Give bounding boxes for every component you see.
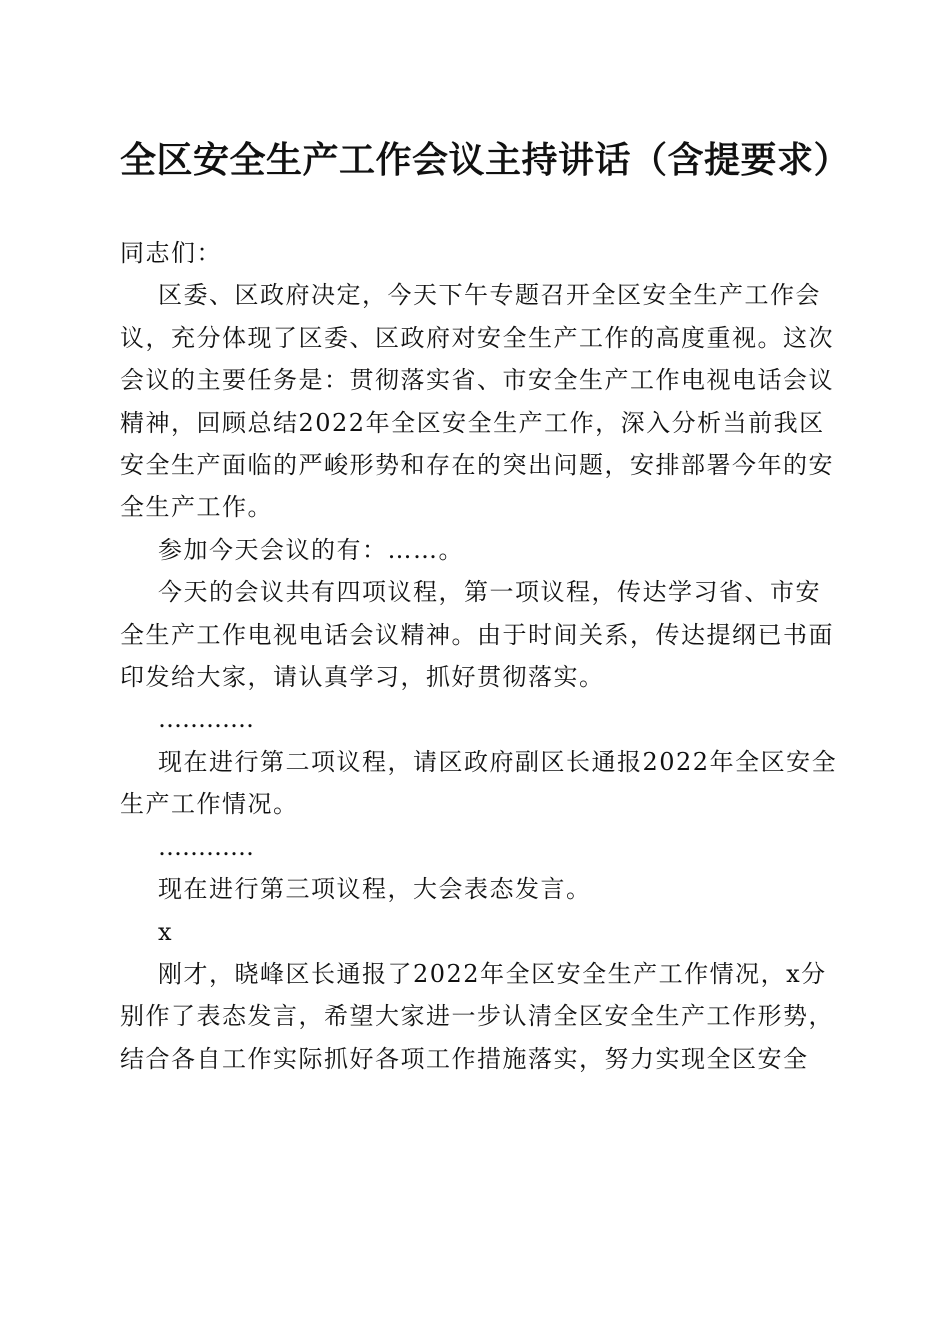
- document-title: 全区安全生产工作会议主持讲话（含提要求）: [120, 139, 851, 181]
- paragraph-closing-remarks: 刚才，晓峰区长通报了2022年全区安全生产工作情况，x分别作了表态发言，希望大家进一步认清全区安全生产工作形势，结合各自工作实际抓好各项工作措施落实，努力实现全区安全: [120, 959, 834, 1073]
- salutation: 同志们：: [120, 239, 222, 267]
- paragraph-meeting-purpose: 区委、区政府决定，今天下午专题召开全区安全生产工作会议，充分体现了区委、区政府对安全生产工作的高度重视。这次会议的主要任务是：贯彻落实省、市安全生产工作电视电话会议精神，回顾总结2022年全区安全生产工作，深入分析当前我区安全生产面临的严峻形势和存在的突出问题，安排部署今年的安全生产工作。: [120, 281, 834, 522]
- paragraph-attendees: 参加今天会议的有：……。: [158, 535, 464, 564]
- ellipsis-line: …………: [158, 705, 254, 734]
- paragraph-agenda-item-three: 现在进行第三项议程，大会表态发言。: [158, 875, 592, 904]
- document-body: [120, 232, 838, 1080]
- paragraph-agenda-item-two: 现在进行第二项议程，请区政府副区长通报2022年全区安全生产工作情况。: [120, 747, 838, 819]
- ellipsis-line: …………: [158, 832, 254, 861]
- paragraph-agenda-item-one: 今天的会议共有四项议程，第一项议程，传达学习省、市安全生产工作电视电话会议精神。由于时间关系，传达提纲已书面印发给大家，请认真学习，抓好贯彻落实。: [120, 578, 834, 692]
- placeholder-x: x: [158, 917, 174, 946]
